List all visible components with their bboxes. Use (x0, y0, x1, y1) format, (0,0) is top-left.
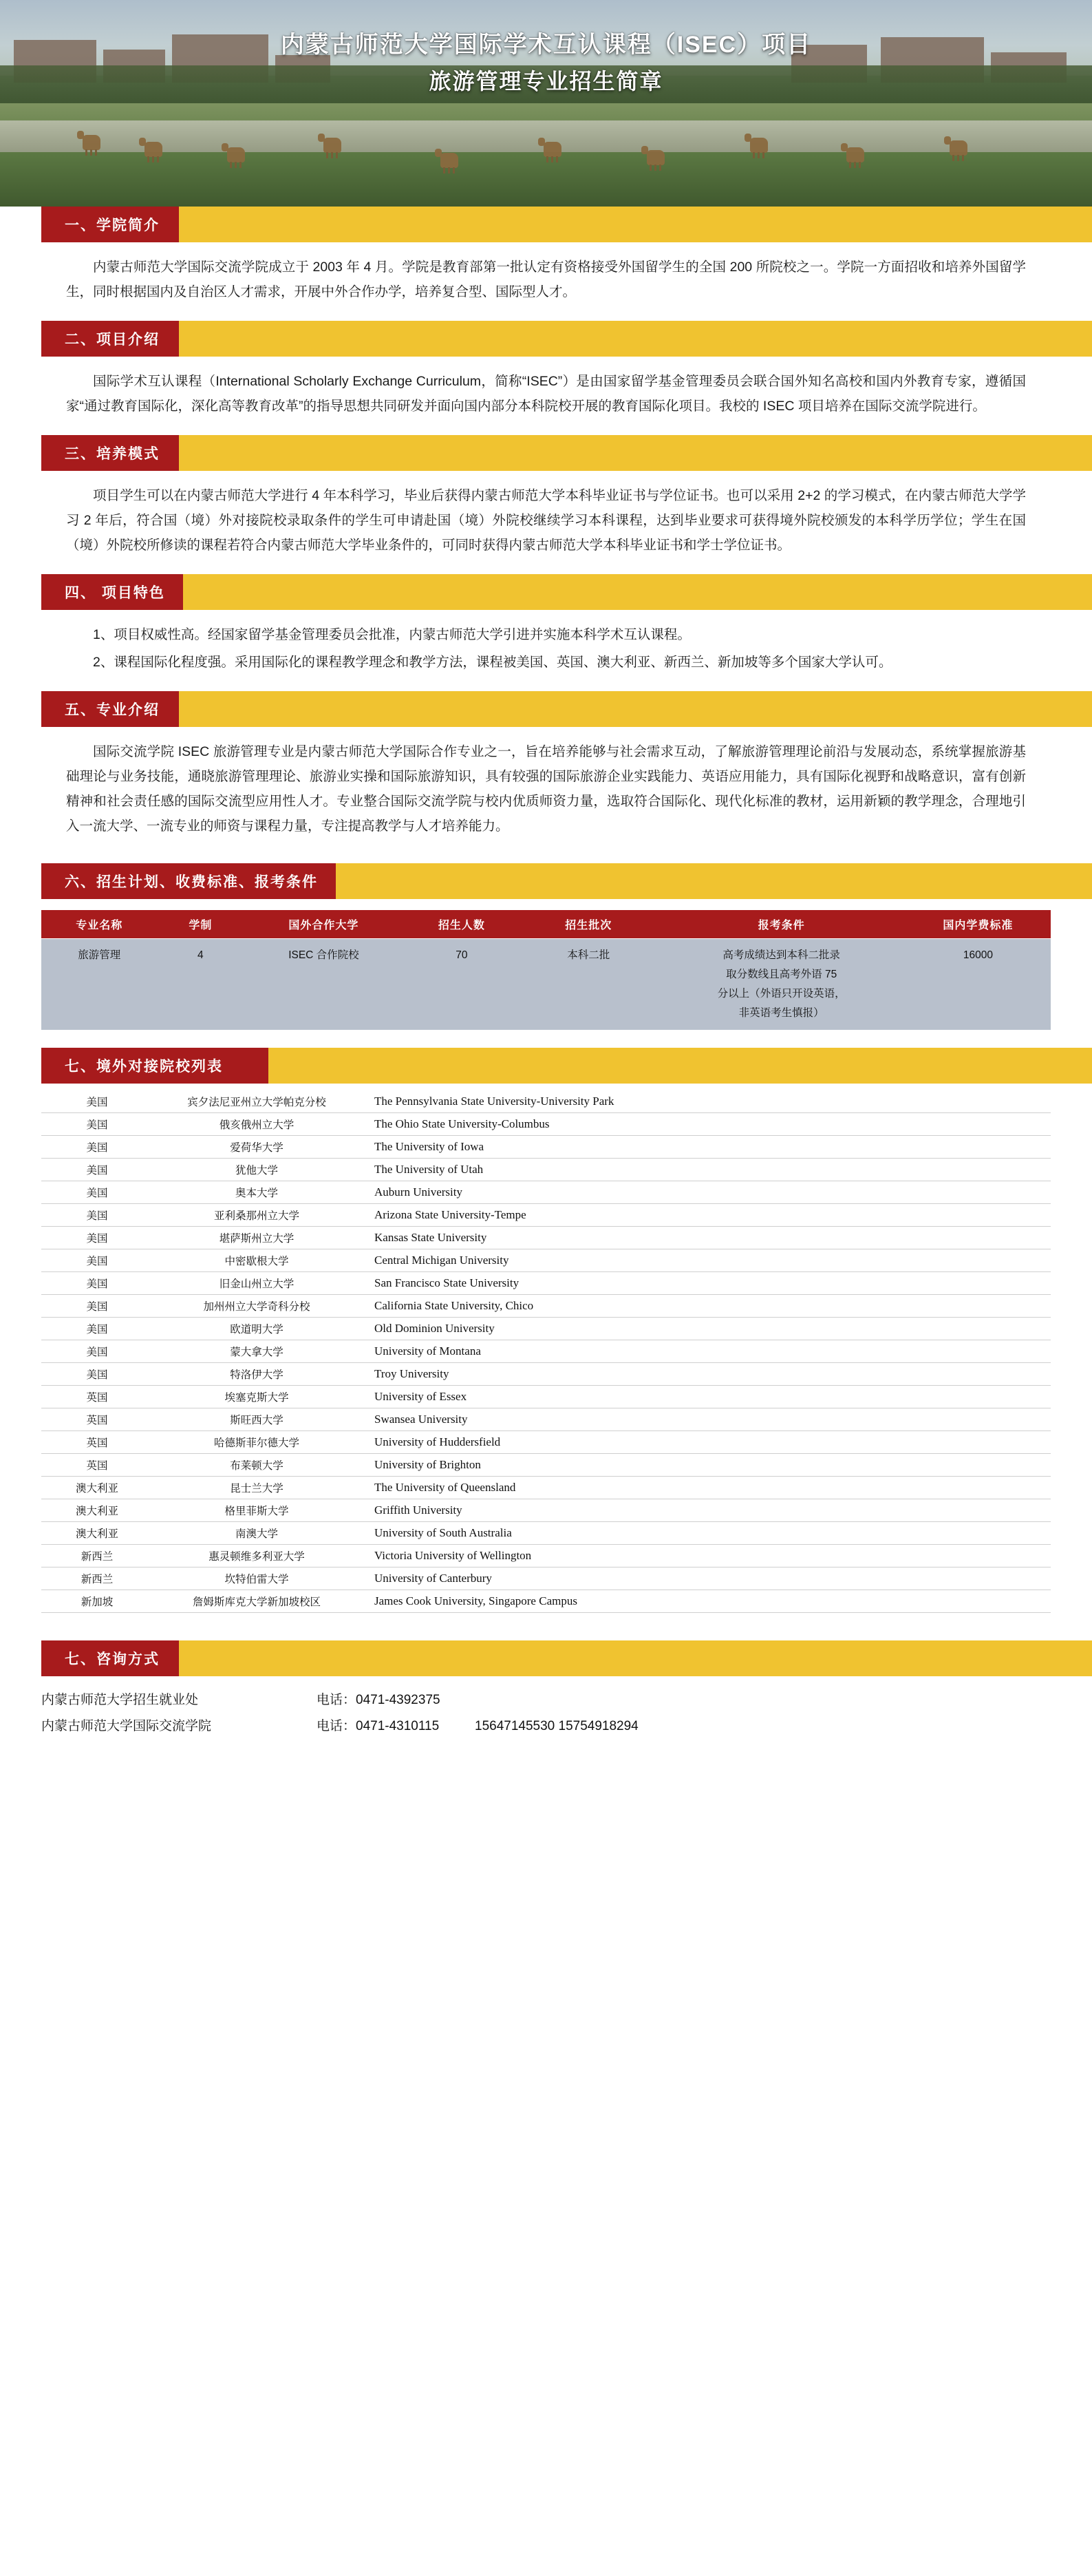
cell-university-cn: 加州州立大学奇科分校 (153, 1295, 361, 1318)
band-fill (179, 691, 1092, 727)
table-row (41, 1204, 1051, 1227)
col-major: 专业名称 (41, 910, 157, 939)
cell-country: 美国 (41, 1227, 153, 1249)
section-8-label: 七、咨询方式 (41, 1640, 179, 1676)
section-1-label: 一、学院简介 (41, 207, 179, 242)
cell-university-en: James Cook University, Singapore Campus (361, 1590, 1051, 1613)
section-4-label: 四、 项目特色 (41, 574, 183, 610)
table-row (41, 1590, 1051, 1613)
cell-university-en: Griffith University (361, 1499, 1051, 1522)
cell-country: 英国 (41, 1408, 153, 1431)
cell-country: 美国 (41, 1295, 153, 1318)
cell-university-cn: 昆士兰大学 (153, 1477, 361, 1499)
cell-university-en: The University of Utah (361, 1159, 1051, 1181)
contact-row (41, 1687, 1051, 1713)
cell-university-en: Old Dominion University (361, 1318, 1051, 1340)
table-row (41, 1340, 1051, 1363)
deer-figure (144, 142, 162, 157)
cell-university-cn: 格里菲斯大学 (153, 1499, 361, 1522)
condition-line: 非英语考生慎报） (738, 1007, 824, 1019)
contact-block (0, 1676, 1092, 1760)
phone-number: 0471-4392375 (356, 1693, 440, 1707)
band-left-spacer (0, 1640, 41, 1676)
cell-university-cn: 坎特伯雷大学 (153, 1567, 361, 1590)
cell-university-cn: 亚利桑那州立大学 (153, 1204, 361, 1227)
condition-line: 高考成绩达到本科二批录 (722, 949, 840, 961)
band-left-spacer (0, 321, 41, 357)
cell-university-en: Troy University (361, 1363, 1051, 1386)
section-3-body (0, 471, 1092, 564)
cell-major: 旅游管理 (41, 939, 157, 1031)
table-row (41, 1386, 1051, 1408)
table-row (41, 1295, 1051, 1318)
col-batch: 招生批次 (520, 910, 657, 939)
cell-university-en: The Pennsylvania State University-University Park (361, 1090, 1051, 1113)
poster-title-line1: 内蒙古师范大学国际学术互认课程（ISEC）项目 (280, 32, 812, 58)
table-row (41, 1363, 1051, 1386)
table-row (41, 1545, 1051, 1567)
partner-universities-table (41, 1090, 1051, 1613)
table-row (41, 939, 1051, 1031)
paragraph: 内蒙古师范大学国际交流学院成立于 2003 年 4 月。学院是教育部第一批认定有资格接受外国留学生的全国 200 所院校之一。学院一方面招收和培养外国留学生，同时根据国内及自治区人才需求，开展中外合作办学，培养复合型、国际型人才。 (66, 260, 1026, 299)
deer-figure (440, 153, 458, 168)
deer-figure (750, 138, 768, 153)
cell-university-cn: 布莱顿大学 (153, 1454, 361, 1477)
cell-university-cn: 埃塞克斯大学 (153, 1386, 361, 1408)
cell-country: 英国 (41, 1431, 153, 1454)
cell-university-en: Auburn University (361, 1181, 1051, 1204)
band-left-spacer (0, 1048, 41, 1084)
table-row (41, 1477, 1051, 1499)
table-row (41, 1090, 1051, 1113)
section-heading-6 (0, 863, 1092, 899)
contact-row (41, 1713, 1051, 1740)
cell-country: 澳大利亚 (41, 1477, 153, 1499)
cell-university-en: Swansea University (361, 1408, 1051, 1431)
cell-university-en: The University of Queensland (361, 1477, 1051, 1499)
admission-plan-table-wrap (0, 899, 1092, 1030)
band-fill (179, 1640, 1092, 1676)
section-2-body (0, 357, 1092, 425)
poster-title (0, 26, 1092, 99)
cell-university-en: California State University, Chico (361, 1295, 1051, 1318)
admission-plan-table (41, 910, 1051, 1030)
section-7-label: 七、境外对接院校列表 (41, 1048, 268, 1084)
section-1-body (0, 242, 1092, 311)
cell-university-en: University of Montana (361, 1340, 1051, 1363)
cell-country: 美国 (41, 1159, 153, 1181)
poster-title-line2: 旅游管理专业招生简章 (429, 69, 663, 94)
table-row (41, 1181, 1051, 1204)
cell-university-cn: 斯旺西大学 (153, 1408, 361, 1431)
cell-university-en: University of Brighton (361, 1454, 1051, 1477)
cell-university-en: Arizona State University-Tempe (361, 1204, 1051, 1227)
band-left-spacer (0, 574, 41, 610)
section-5-label: 五、专业介绍 (41, 691, 179, 727)
section-5-body (0, 727, 1092, 845)
section-6-label: 六、招生计划、收费标准、报考条件 (41, 863, 336, 899)
cell-country: 英国 (41, 1386, 153, 1408)
cell-university-en: Central Michigan University (361, 1249, 1051, 1272)
table-row (41, 1249, 1051, 1272)
condition-line: 取分数线且高考外语 75 (726, 969, 837, 980)
section-heading-2 (0, 321, 1092, 357)
cell-country: 美国 (41, 1113, 153, 1136)
cell-university-en: University of South Australia (361, 1522, 1051, 1545)
condition-line: 分以上（外语只开设英语， (717, 988, 846, 1000)
cell-university-cn: 蒙大拿大学 (153, 1340, 361, 1363)
deer-figure (83, 135, 100, 150)
contact-org: 内蒙古师范大学招生就业处 (41, 1693, 199, 1707)
cell-university-cn: 俄亥俄州立大学 (153, 1113, 361, 1136)
band-fill (179, 207, 1092, 242)
band-left-spacer (0, 863, 41, 899)
table-row (41, 1113, 1051, 1136)
section-3-label: 三、培养模式 (41, 435, 179, 471)
deer-figure (323, 138, 341, 153)
contact-org: 内蒙古师范大学国际交流学院 (41, 1719, 212, 1733)
cell-university-en: University of Canterbury (361, 1567, 1051, 1590)
cell-country: 美国 (41, 1249, 153, 1272)
col-tuition: 国内学费标准 (906, 910, 1051, 939)
deer-figure (544, 142, 561, 157)
cell-university-cn: 南澳大学 (153, 1522, 361, 1545)
cell-university-en: Kansas State University (361, 1227, 1051, 1249)
band-left-spacer (0, 435, 41, 471)
cell-university-en: Victoria University of Wellington (361, 1545, 1051, 1567)
cell-country: 美国 (41, 1272, 153, 1295)
section-heading-8 (0, 1640, 1092, 1676)
cell-university-cn: 爱荷华大学 (153, 1136, 361, 1159)
cell-country: 美国 (41, 1363, 153, 1386)
deer-figure (846, 147, 864, 162)
cell-university-en: San Francisco State University (361, 1272, 1051, 1295)
partner-list-wrap (0, 1084, 1092, 1613)
contact-phone (317, 1687, 475, 1713)
table-row (41, 1567, 1051, 1590)
cell-years: 4 (157, 939, 244, 1031)
cell-country: 美国 (41, 1136, 153, 1159)
band-fill (268, 1048, 1092, 1084)
band-left-spacer (0, 691, 41, 727)
contact-extra-numbers: 15647145530 15754918294 (475, 1719, 639, 1733)
cell-country: 新加坡 (41, 1590, 153, 1613)
table-row (41, 1272, 1051, 1295)
cell-university-en: The Ohio State University-Columbus (361, 1113, 1051, 1136)
section-heading-1 (0, 207, 1092, 242)
band-fill (179, 321, 1092, 357)
section-heading-3 (0, 435, 1092, 471)
cell-university-cn: 欧道明大学 (153, 1318, 361, 1340)
table-row (41, 1136, 1051, 1159)
table-row (41, 1159, 1051, 1181)
col-partner: 国外合作大学 (244, 910, 403, 939)
section-4-body (0, 610, 1092, 682)
section-heading-5 (0, 691, 1092, 727)
table-row (41, 1522, 1051, 1545)
paragraph: 国际交流学院 ISEC 旅游管理专业是内蒙古师范大学国际合作专业之一，旨在培养能够与社会需求互动，了解旅游管理理论前沿与发展动态，系统掌握旅游基础理论与业务技能，通晓旅游管理理论、旅游业实操和国际旅游知识，具有较强的国际旅游企业实践能力、英语应用能力，具有国际化视野和战略意识，富有创新精神和社会责任感的国际交流型应用性人才。专业整合国际交流学院与校内优质师资力量，选取符合国际化、现代化标准的教材，运用新颖的教学理念，合理地引入一流大学、一流专业的师资与课程力量，专注提高教学与人才培养能力。 (66, 744, 1026, 834)
section-2-label: 二、项目介绍 (41, 321, 179, 357)
deer-figure (950, 140, 967, 156)
cell-batch: 本科二批 (520, 939, 657, 1031)
deer-figure (647, 150, 665, 165)
band-left-spacer (0, 207, 41, 242)
band-fill (183, 574, 1092, 610)
cell-country: 英国 (41, 1454, 153, 1477)
table-row (41, 1454, 1051, 1477)
cell-university-en: University of Huddersfield (361, 1431, 1051, 1454)
table-row (41, 1318, 1051, 1340)
paragraph: 国际学术互认课程（International Scholarly Exchange Curriculum，简称“ISEC”）是由国家留学基金管理委员会联合国外知名高校和国内外教育专家，遵循国家“通过教育国际化，深化高等教育改革”的指导思想共同研发并面向国内部分本科院校开展的教育国际化项目。我校的 ISEC 项目培养在国际交流学院进行。 (66, 374, 1026, 414)
paragraph: 项目学生可以在内蒙古师范大学进行 4 年本科学习，毕业后获得内蒙古师范大学本科毕业证书与学位证书。也可以采用 2+2 的学习模式，在内蒙古师范大学学习 2 年后，符合国（境）外对接院校录取条件的学生可申请赴国（境）外院校继续学习本科课程，达到毕业要求可获得境外院校颁发的本科学历学位；学生在国（境）外院校所修读的课程若符合内蒙古师范大学毕业条件的，可同时获得内蒙古师范大学本科毕业证书和学士学位证书。 (66, 488, 1026, 553)
contact-phone (317, 1713, 475, 1740)
deer-figure (227, 147, 245, 162)
cell-country: 澳大利亚 (41, 1499, 153, 1522)
cell-country: 美国 (41, 1318, 153, 1340)
cell-university-en: The University of Iowa (361, 1136, 1051, 1159)
table-row (41, 1499, 1051, 1522)
paragraph: 2、课程国际化程度强。采用国际化的课程教学理念和教学方法，课程被美国、英国、澳大利亚、新西兰、新加坡等多个国家大学认可。 (93, 655, 892, 670)
cell-country: 美国 (41, 1181, 153, 1204)
cell-country: 澳大利亚 (41, 1522, 153, 1545)
cell-tuition: 16000 (906, 939, 1051, 1031)
cell-university-cn: 宾夕法尼亚州立大学帕克分校 (153, 1090, 361, 1113)
band-fill (179, 435, 1092, 471)
phone-label: 电话： (317, 1719, 356, 1733)
cell-country: 美国 (41, 1340, 153, 1363)
cell-partner: ISEC 合作院校 (244, 939, 403, 1031)
cell-country: 美国 (41, 1204, 153, 1227)
paragraph: 1、项目权威性高。经国家留学基金管理委员会批准，内蒙古师范大学引进并实施本科学术互认课程。 (93, 627, 691, 642)
cell-university-cn: 堪萨斯州立大学 (153, 1227, 361, 1249)
cell-university-cn: 奥本大学 (153, 1181, 361, 1204)
hero-banner (0, 0, 1092, 207)
cell-university-cn: 特洛伊大学 (153, 1363, 361, 1386)
col-years: 学制 (157, 910, 244, 939)
section-heading-4 (0, 574, 1092, 610)
section-heading-7 (0, 1048, 1092, 1084)
cell-university-cn: 惠灵顿维多利亚大学 (153, 1545, 361, 1567)
cell-country: 美国 (41, 1090, 153, 1113)
band-fill (336, 863, 1092, 899)
phone-label: 电话： (317, 1693, 356, 1707)
cell-university-cn: 哈德斯菲尔德大学 (153, 1431, 361, 1454)
table-row (41, 1408, 1051, 1431)
phone-number: 0471-4310115 (356, 1719, 440, 1733)
cell-condition (658, 939, 906, 1031)
table-header-row (41, 910, 1051, 939)
cell-university-cn: 詹姆斯库克大学新加坡校区 (153, 1590, 361, 1613)
table-row (41, 1227, 1051, 1249)
footer-space (0, 1760, 1092, 1788)
cell-country: 新西兰 (41, 1545, 153, 1567)
col-quota: 招生人数 (404, 910, 520, 939)
table-row (41, 1431, 1051, 1454)
cell-quota: 70 (404, 939, 520, 1031)
cell-university-en: University of Essex (361, 1386, 1051, 1408)
cell-university-cn: 犹他大学 (153, 1159, 361, 1181)
cell-country: 新西兰 (41, 1567, 153, 1590)
cell-university-cn: 中密歇根大学 (153, 1249, 361, 1272)
col-condition: 报考条件 (658, 910, 906, 939)
cell-university-cn: 旧金山州立大学 (153, 1272, 361, 1295)
